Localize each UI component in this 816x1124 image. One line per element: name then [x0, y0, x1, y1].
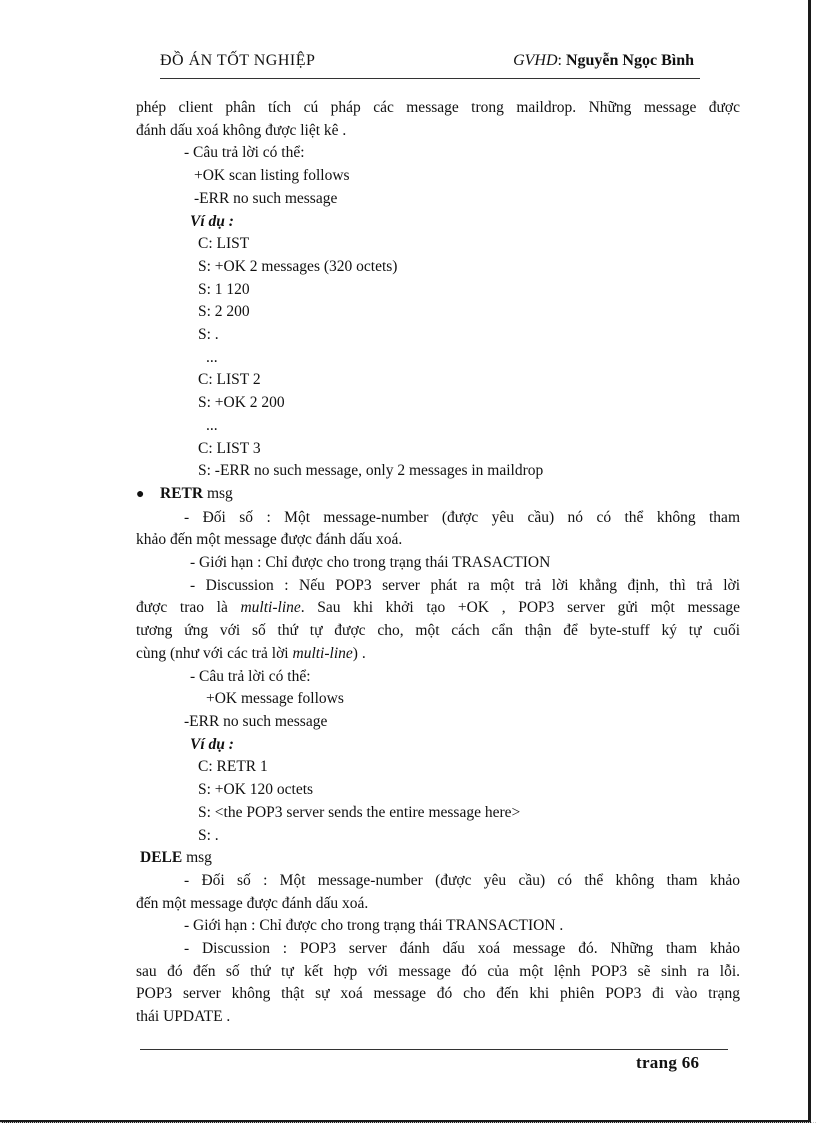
- code-line: -ERR no such message: [194, 189, 338, 207]
- text-line: tương ứng với số thứ tự được cho, một cách cẩn thận để byte-stuff ký tự cuối: [136, 622, 740, 640]
- code-line: C: LIST 3: [198, 439, 261, 457]
- text-line: khảo đến một message được đánh dấu xoá.: [136, 531, 403, 549]
- code-line: S: +OK 2 messages (320 octets): [198, 257, 398, 275]
- page-number: trang 66: [636, 1053, 700, 1072]
- example-heading: Ví dụ :: [190, 212, 234, 230]
- header-title: ĐỒ ÁN TỐT NGHIỆP: [160, 52, 316, 69]
- code-line: ...: [206, 348, 218, 366]
- command-heading-retr: [136, 483, 740, 507]
- command-arg: msg: [182, 849, 212, 867]
- code-line: S: +OK 120 octets: [198, 781, 314, 799]
- text-span: được trao là: [136, 599, 241, 617]
- code-line: S: .: [198, 326, 219, 344]
- command-keyword: RETR: [160, 484, 204, 502]
- advisor-label: GVHD: [513, 52, 558, 69]
- text-line: - Câu trả lời có thể:: [184, 144, 305, 162]
- code-line: +OK scan listing follows: [194, 167, 350, 185]
- text-line: [136, 597, 740, 620]
- text-line: phép client phân tích cú pháp các message trong maildrop. Những message được: [136, 99, 740, 116]
- text-line: đánh dấu xoá không được liệt kê .: [136, 121, 347, 139]
- text-line: POP3 server không thật sự xoá message đó cho đến khi phiên POP3 đi vào trạng: [136, 985, 740, 1003]
- command-arg: msg: [203, 484, 233, 502]
- code-line: S: -ERR no such message, only 2 messages in maildrop: [198, 462, 544, 480]
- text-line: - Câu trả lời có thể:: [190, 667, 311, 685]
- code-line: ...: [206, 416, 218, 434]
- code-line: S: 2 200: [198, 303, 250, 321]
- italic-term: multi-line: [240, 599, 301, 617]
- text-span: cùng (như với các trả lời: [136, 644, 293, 662]
- text-span: ) .: [352, 644, 366, 662]
- text-line: - Discussion : POP3 server đánh dấu xoá message đó. Những tham khảo: [184, 940, 740, 958]
- page-header: [160, 52, 700, 79]
- footer-divider: [140, 1049, 728, 1050]
- text-line: - Đối số : Một message-number (được yêu cầu) nó có thể không tham: [184, 508, 740, 526]
- italic-term: multi-line: [292, 644, 353, 662]
- advisor-name: Nguyễn Ngọc Bình: [565, 52, 694, 69]
- text-line: sau đó đến số thứ tự kết hợp với message đó của một lệnh POP3 sẽ sinh ra lỗi.: [136, 962, 740, 980]
- code-line: C: LIST 2: [198, 371, 261, 389]
- code-line: +OK message follows: [206, 690, 344, 708]
- header-advisor: [513, 52, 694, 70]
- text-line: - Giới hạn : Chỉ được cho trong trạng thái TRANSACTION .: [184, 917, 564, 935]
- advisor-separator: :: [557, 52, 566, 69]
- bullet-icon: ●: [136, 486, 145, 502]
- code-line: C: LIST: [198, 235, 250, 253]
- command-heading-dele: [136, 847, 740, 870]
- text-line: [136, 643, 740, 666]
- code-line: S: .: [198, 826, 219, 844]
- code-line: S: 1 120: [198, 280, 250, 298]
- example-heading: Ví dụ :: [190, 735, 234, 753]
- text-line: thái UPDATE .: [136, 1008, 231, 1026]
- text-line: đến một message được đánh dấu xoá.: [136, 894, 369, 912]
- code-line: S: +OK 2 200: [198, 394, 285, 412]
- code-line: S: <the POP3 server sends the entire message here>: [198, 803, 521, 821]
- code-line: -ERR no such message: [184, 712, 328, 730]
- code-line: C: RETR 1: [198, 758, 268, 776]
- text-line: - Đối số : Một message-number (được yêu cầu) có thể không tham khảo: [184, 871, 740, 889]
- command-keyword: DELE: [140, 849, 183, 867]
- page-body: [136, 97, 740, 1029]
- text-line: - Giới hạn : Chỉ được cho trong trạng thái TRASACTION: [190, 554, 551, 572]
- text-line: - Discussion : Nếu POP3 server phát ra một trả lời khẳng định, thì trả lời: [190, 576, 740, 594]
- text-span: . Sau khi khởi tạo +OK , POP3 server gửi một message: [300, 599, 740, 617]
